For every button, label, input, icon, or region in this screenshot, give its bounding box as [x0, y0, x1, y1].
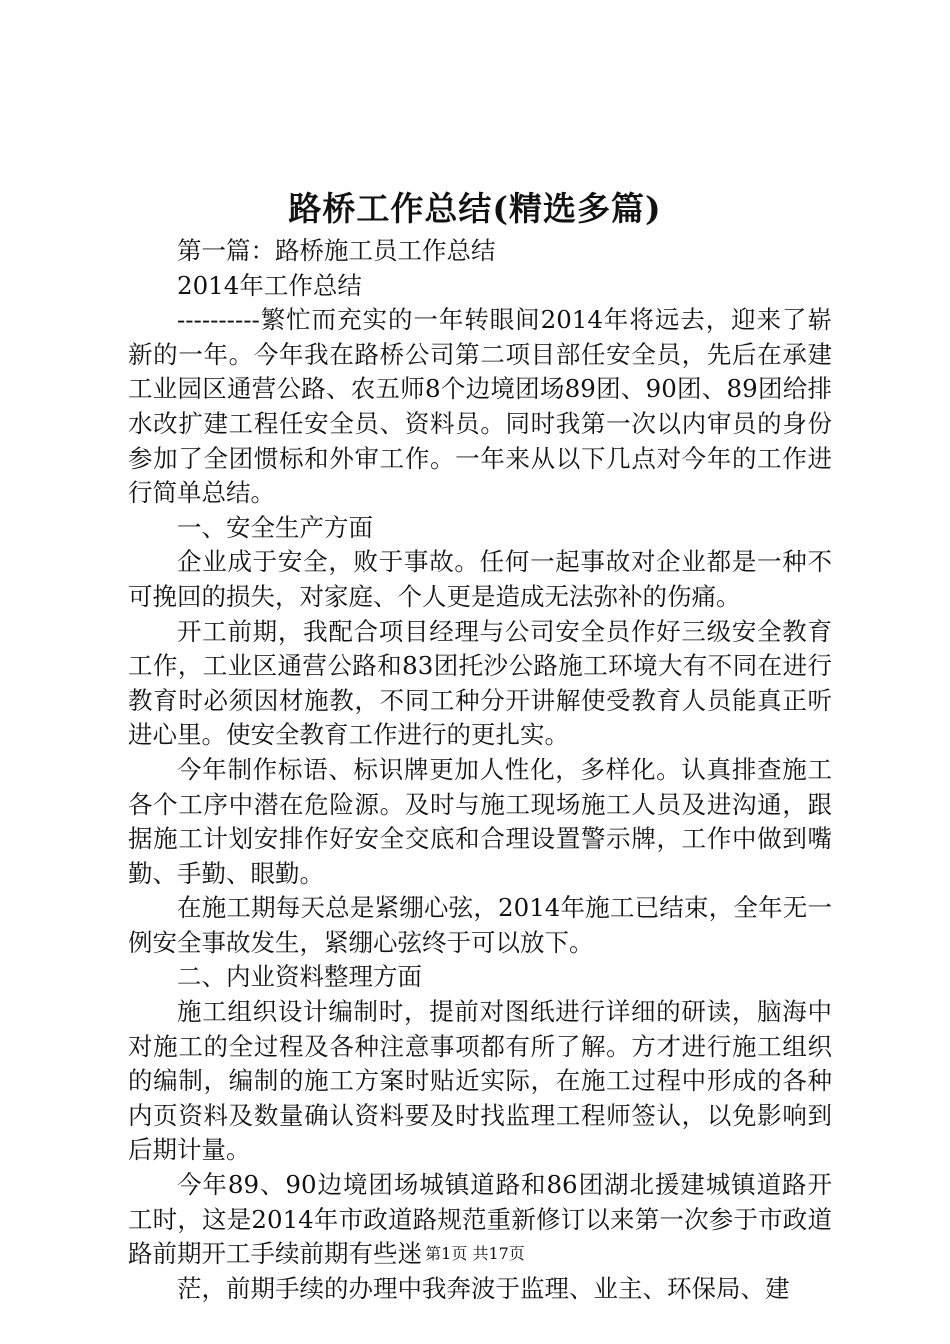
paragraph-procedures: 茫，前期手续的办理中我奔波于监理、业主、环保局、建 [177, 1273, 790, 1303]
document-title: 路桥工作总结(精选多篇) [288, 189, 662, 228]
section-heading-part-one: 第一篇：路桥施工员工作总结 [177, 236, 496, 265]
paragraph-safety-education: 开工前期，我配合项目经理与公司安全员作好三级安全教育工作，工业区通营公路和83团托沙公路施工环境大有不同在进行教育时必须因材施教，不同工种分开讲解使受教育人员能真正听进心里。使安全教育工作进行的更扎实。 [128, 616, 832, 750]
section-heading-documentation: 二、内业资料整理方面 [177, 962, 422, 992]
paragraph-signage: 今年制作标语、标识牌更加人性化，多样化。认真排查施工各个工序中潜在危险源。及时与施工现场施工人员及进沟通，跟据施工计划安排作好安全交底和合理设置警示牌，工作中做到嘴勤、手勤、眼勤。 [128, 754, 832, 888]
paragraph-no-accidents: 在施工期每天总是紧绷心弦，2014年施工已结束，全年无一例安全事故发生，紧绷心弦终于可以放下。 [128, 893, 832, 957]
subheading-annual-summary: 2014年工作总结 [177, 270, 362, 300]
paragraph-construction-planning: 施工组织设计编制时，提前对图纸进行详细的研读，脑海中对施工的全过程及各种注意事项都有所了解。方才进行施工组织的编制，编制的施工方案时贴近实际，在施工过程中形成的各种内页资料及数量确认资料要及时找监理工程师签认，以免影响到后期计量。 [128, 997, 832, 1165]
paragraph-municipal-roads: 今年89、90边境团场城镇道路和86团湖北援建城镇道路开工时，这是2014年市政道路规范重新修订以来第一次参于市政道路前期开工手续前期有些迷 [128, 1170, 832, 1269]
section-heading-safety: 一、安全生产方面 [177, 512, 373, 542]
paragraph-intro: ----------繁忙而充实的一年转眼间2014年将远去，迎来了崭新的一年。今年我在路桥公司第二项目部任安全员，先后在承建工业园区通营公路、农五师8个边境团场89团、90团、89团给排水改扩建工程任安全员、资料员。同时我第一次以内审员的身份参加了全团惯标和外审工作。一年来从以下几点对今年的工作进行简单总结。 [128, 305, 832, 508]
page-number-footer: 第1页 共17页 [425, 1244, 525, 1263]
document-body [128, 234, 832, 1306]
paragraph-safety-principle: 企业成于安全，败于事故。任何一起事故对企业都是一种不可挽回的损失，对家庭、个人更是造成无法弥补的伤痛。 [128, 547, 832, 611]
